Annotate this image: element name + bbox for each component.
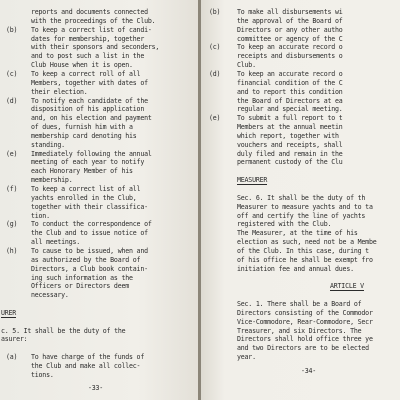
text-line: To submit a full report to t <box>237 114 343 123</box>
text-line: initiation fee and annual dues. <box>237 264 354 273</box>
text-line: To keep a correct list of all <box>31 185 141 193</box>
text-line: asurer: <box>1 335 28 344</box>
heading-underline <box>330 290 364 291</box>
text-line: To keep an accurate record o <box>237 69 343 78</box>
text-line: receipts and disbursements o <box>237 52 343 61</box>
text-line: necessary. <box>31 291 69 300</box>
text-line: To keep a correct list of candi- <box>31 25 152 34</box>
text-line: standing. <box>31 140 65 149</box>
list-marker: (d) <box>209 69 221 78</box>
text-line: tion. <box>31 211 50 220</box>
list-marker: (h) <box>6 246 18 255</box>
text-line: tions. <box>31 370 54 379</box>
text-line: which report, together with <box>237 131 339 140</box>
text-line: together with their classifica- <box>31 202 148 211</box>
text-line: To cause to be issued, when and <box>31 246 148 255</box>
list-marker: (e) <box>6 149 18 158</box>
text-line: financial condition of the C <box>237 78 343 87</box>
text-line: committee or agency of the C <box>237 34 343 43</box>
page-number-left: -33- <box>88 384 104 392</box>
text-line: of dues, furnish him with a <box>31 123 133 132</box>
text-line: and to report this condition <box>237 87 343 96</box>
text-line: To keep an accurate record o <box>237 43 343 52</box>
text-line: To notify each candidate of the <box>31 96 148 105</box>
heading-underline <box>237 184 267 185</box>
list-marker: (c) <box>6 69 18 78</box>
list-marker: (g) <box>6 220 18 229</box>
text-line: regular and special meeting. <box>237 105 343 114</box>
text-line: and two Directors are to be elected <box>237 344 369 353</box>
text-line: The Measurer, at the time of his <box>237 229 358 238</box>
text-line: Club. <box>237 61 256 70</box>
list-marker: (c) <box>209 43 221 52</box>
text-line: c. 5. It shall be the duty of the <box>1 326 126 335</box>
text-line: of his office he shall be exempt fro <box>237 255 373 264</box>
text-line: vouchers and receipts, shall <box>237 140 343 149</box>
text-line: ing such information as the <box>31 273 133 282</box>
text-line: membership card denoting his <box>31 131 137 140</box>
text-line: Sec. 1. There shall be a Board of <box>237 300 362 309</box>
text-line: membership. <box>31 176 73 185</box>
text-line: ARTICLE V <box>330 282 364 291</box>
list-marker: (f) <box>6 185 18 193</box>
text-line: Directors or any other autho <box>237 25 343 34</box>
text-line: dates for membership, together <box>31 34 145 43</box>
text-line: the Club and to issue notice of <box>31 229 148 238</box>
text-line: permanent custody of the Clu <box>237 158 343 167</box>
page-number-right: -34- <box>301 367 317 375</box>
text-line: Treasurer, and six Directors. The <box>237 326 362 335</box>
text-line: each Honorary Member of his <box>31 167 133 176</box>
text-line: To make all disbursements wi <box>237 8 343 16</box>
text-line: and to post such a list in the <box>31 52 145 61</box>
text-line: disposition of his application <box>31 105 145 114</box>
text-line: registered with the Club. <box>237 220 332 229</box>
text-line: year. <box>237 353 256 362</box>
text-line: of the Club. In this case, during t <box>237 246 369 255</box>
text-line: the approval of the Board of <box>237 16 343 25</box>
text-line: election as such, need not be a Membe <box>237 238 377 247</box>
text-line: URER <box>1 308 17 317</box>
text-line: yachts enrolled in the Club, <box>31 193 137 202</box>
text-line: the Board of Directors at ea <box>237 96 343 105</box>
text-line: Club House when it is open. <box>31 61 133 70</box>
text-line: with their sponsors and seconders, <box>31 43 160 52</box>
text-line: MEASURER <box>237 176 268 185</box>
text-line: with the proceedings of the Club. <box>31 16 156 25</box>
text-line: Members at the annual meetin <box>237 123 343 132</box>
text-line: Directors consisting of the Commodor <box>237 308 373 317</box>
right-page <box>201 0 400 400</box>
text-line: Measurer to measure yachts and to ta <box>237 202 373 211</box>
text-line: their election. <box>31 87 88 96</box>
text-line: meeting of each year to notify <box>31 158 145 167</box>
left-page <box>0 0 198 400</box>
text-line: Directors, a Club book contain- <box>31 264 148 273</box>
heading-underline <box>1 317 16 318</box>
text-line: all meetings. <box>31 238 81 247</box>
text-line: Officers or Directors deem <box>31 282 130 291</box>
list-marker: (e) <box>209 114 221 123</box>
text-line: Immediately following the annual <box>31 149 152 158</box>
list-marker: (a) <box>6 353 18 362</box>
text-line: Sec. 6. It shall be the duty of th <box>237 193 366 202</box>
text-line: To keep a correct roll of all <box>31 69 141 78</box>
text-line: off and certify the line of yachts <box>237 211 366 220</box>
list-marker: (d) <box>6 96 18 105</box>
text-line: Members, together with dates of <box>31 78 148 87</box>
list-marker: (b) <box>209 8 221 16</box>
text-line: To conduct the correspondence of <box>31 220 152 229</box>
text-line: Vice-Commodore, Rear-Commodore, Secr <box>237 317 373 326</box>
list-marker: (b) <box>6 25 18 34</box>
text-line: reports and documents connected <box>31 8 148 16</box>
text-line: To have charge of the funds of <box>31 353 145 362</box>
text-line: Directors shall hold office three ye <box>237 335 373 344</box>
text-line: the Club and make all collec- <box>31 362 141 370</box>
text-line: duly filed and remain in the <box>237 149 343 158</box>
text-line: and, on his election and payment <box>31 114 152 123</box>
text-line: as authorized by the Board of <box>31 255 141 264</box>
